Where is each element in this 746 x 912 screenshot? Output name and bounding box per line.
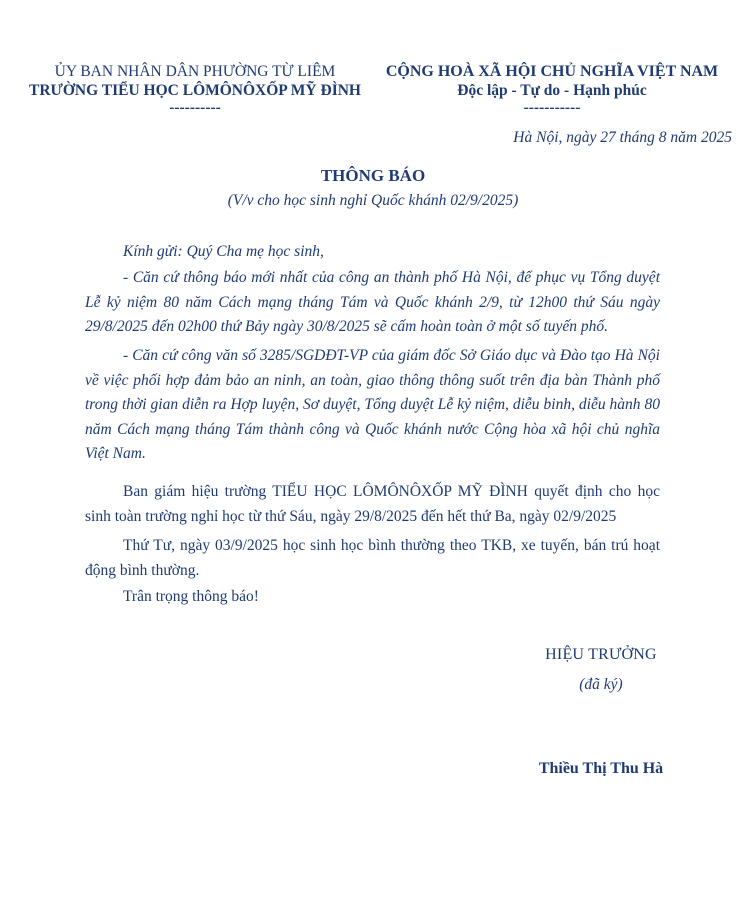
- basis-2-text: - Căn cứ công văn số 3285/SGDĐT-VP của giám đốc Sở Giáo dục và Đào tạo Hà Nội về việc phối hợp đảm bảo an ninh, an toàn, giao thông thông suốt trên địa bàn Thành phố trong thời gian diễn ra Hợp luyện, Sơ duyệt, Tổng duyệt Lễ kỷ niệm, diễu binh, diễu hành 80 năm Cách mạng tháng Tám thành công và Quốc khánh nước Cộng hòa xã hội chủ nghĩa Việt Nam.: [85, 347, 660, 462]
- signatory-title: HIỆU TRƯỞNG: [545, 646, 657, 663]
- basis-paragraph-2: [85, 344, 660, 467]
- basis-paragraph-1: [85, 266, 660, 340]
- issuer-school: TRƯỜNG TIỂU HỌC LÔMÔNÔXỐP MỸ ĐÌNH: [29, 82, 361, 99]
- national-title: CỘNG HOÀ XÃ HỘI CHỦ NGHĨA VIỆT NAM: [385, 63, 719, 80]
- issuer-authority: ỦY BAN NHÂN DÂN PHƯỜNG TỪ LIÊM: [54, 63, 336, 80]
- closing-paragraph: [85, 585, 660, 610]
- basis-1-text: - Căn cứ thông báo mới nhất của công an thành phố Hà Nội, để phục vụ Tổng duyệt Lễ kỷ niệm 80 năm Cách mạng tháng Tám và Quốc khánh 2/9, từ 12h00 thứ Sáu ngày 29/8/2025 đến 02h00 thứ Bảy ngày 30/8/2025 sẽ cấm hoàn toàn ở một số tuyến phố.: [85, 269, 660, 335]
- national-divider: -----------: [523, 99, 581, 116]
- document-subtitle: (V/v cho học sinh nghỉ Quốc khánh 02/9/2025): [227, 192, 519, 209]
- closing-text: Trân trọng thông báo!: [123, 588, 259, 605]
- issuer-header: [0, 62, 390, 115]
- national-header: [372, 62, 732, 115]
- national-motto: Độc lập - Tự do - Hạnh phúc: [457, 82, 647, 99]
- greeting: [85, 240, 660, 265]
- document-title: THÔNG BÁO: [320, 166, 426, 185]
- signature-note: (đã ký): [579, 676, 623, 693]
- document-date: Hà Nội, ngày 27 tháng 8 năm 2025: [513, 129, 732, 146]
- decision-text: Ban giám hiệu trường TIỂU HỌC LÔMÔNÔXỐP MỸ ĐÌNH quyết định cho học sinh toàn trường nghỉ học từ thứ Sáu, ngày 29/8/2025 đến hết thứ Ba, ngày 02/9/2025: [85, 483, 660, 525]
- signatory-name: Thiều Thị Thu Hà: [538, 760, 664, 777]
- issuer-divider: ----------: [169, 99, 221, 116]
- greeting-text: Kính gửi: Quý Cha mẹ học sinh,: [123, 243, 324, 260]
- decision-paragraph: [85, 480, 660, 529]
- resume-text: Thứ Tư, ngày 03/9/2025 học sinh học bình thường theo TKB, xe tuyến, bán trú hoạt động bình thường.: [85, 537, 660, 579]
- resume-paragraph: [85, 534, 660, 583]
